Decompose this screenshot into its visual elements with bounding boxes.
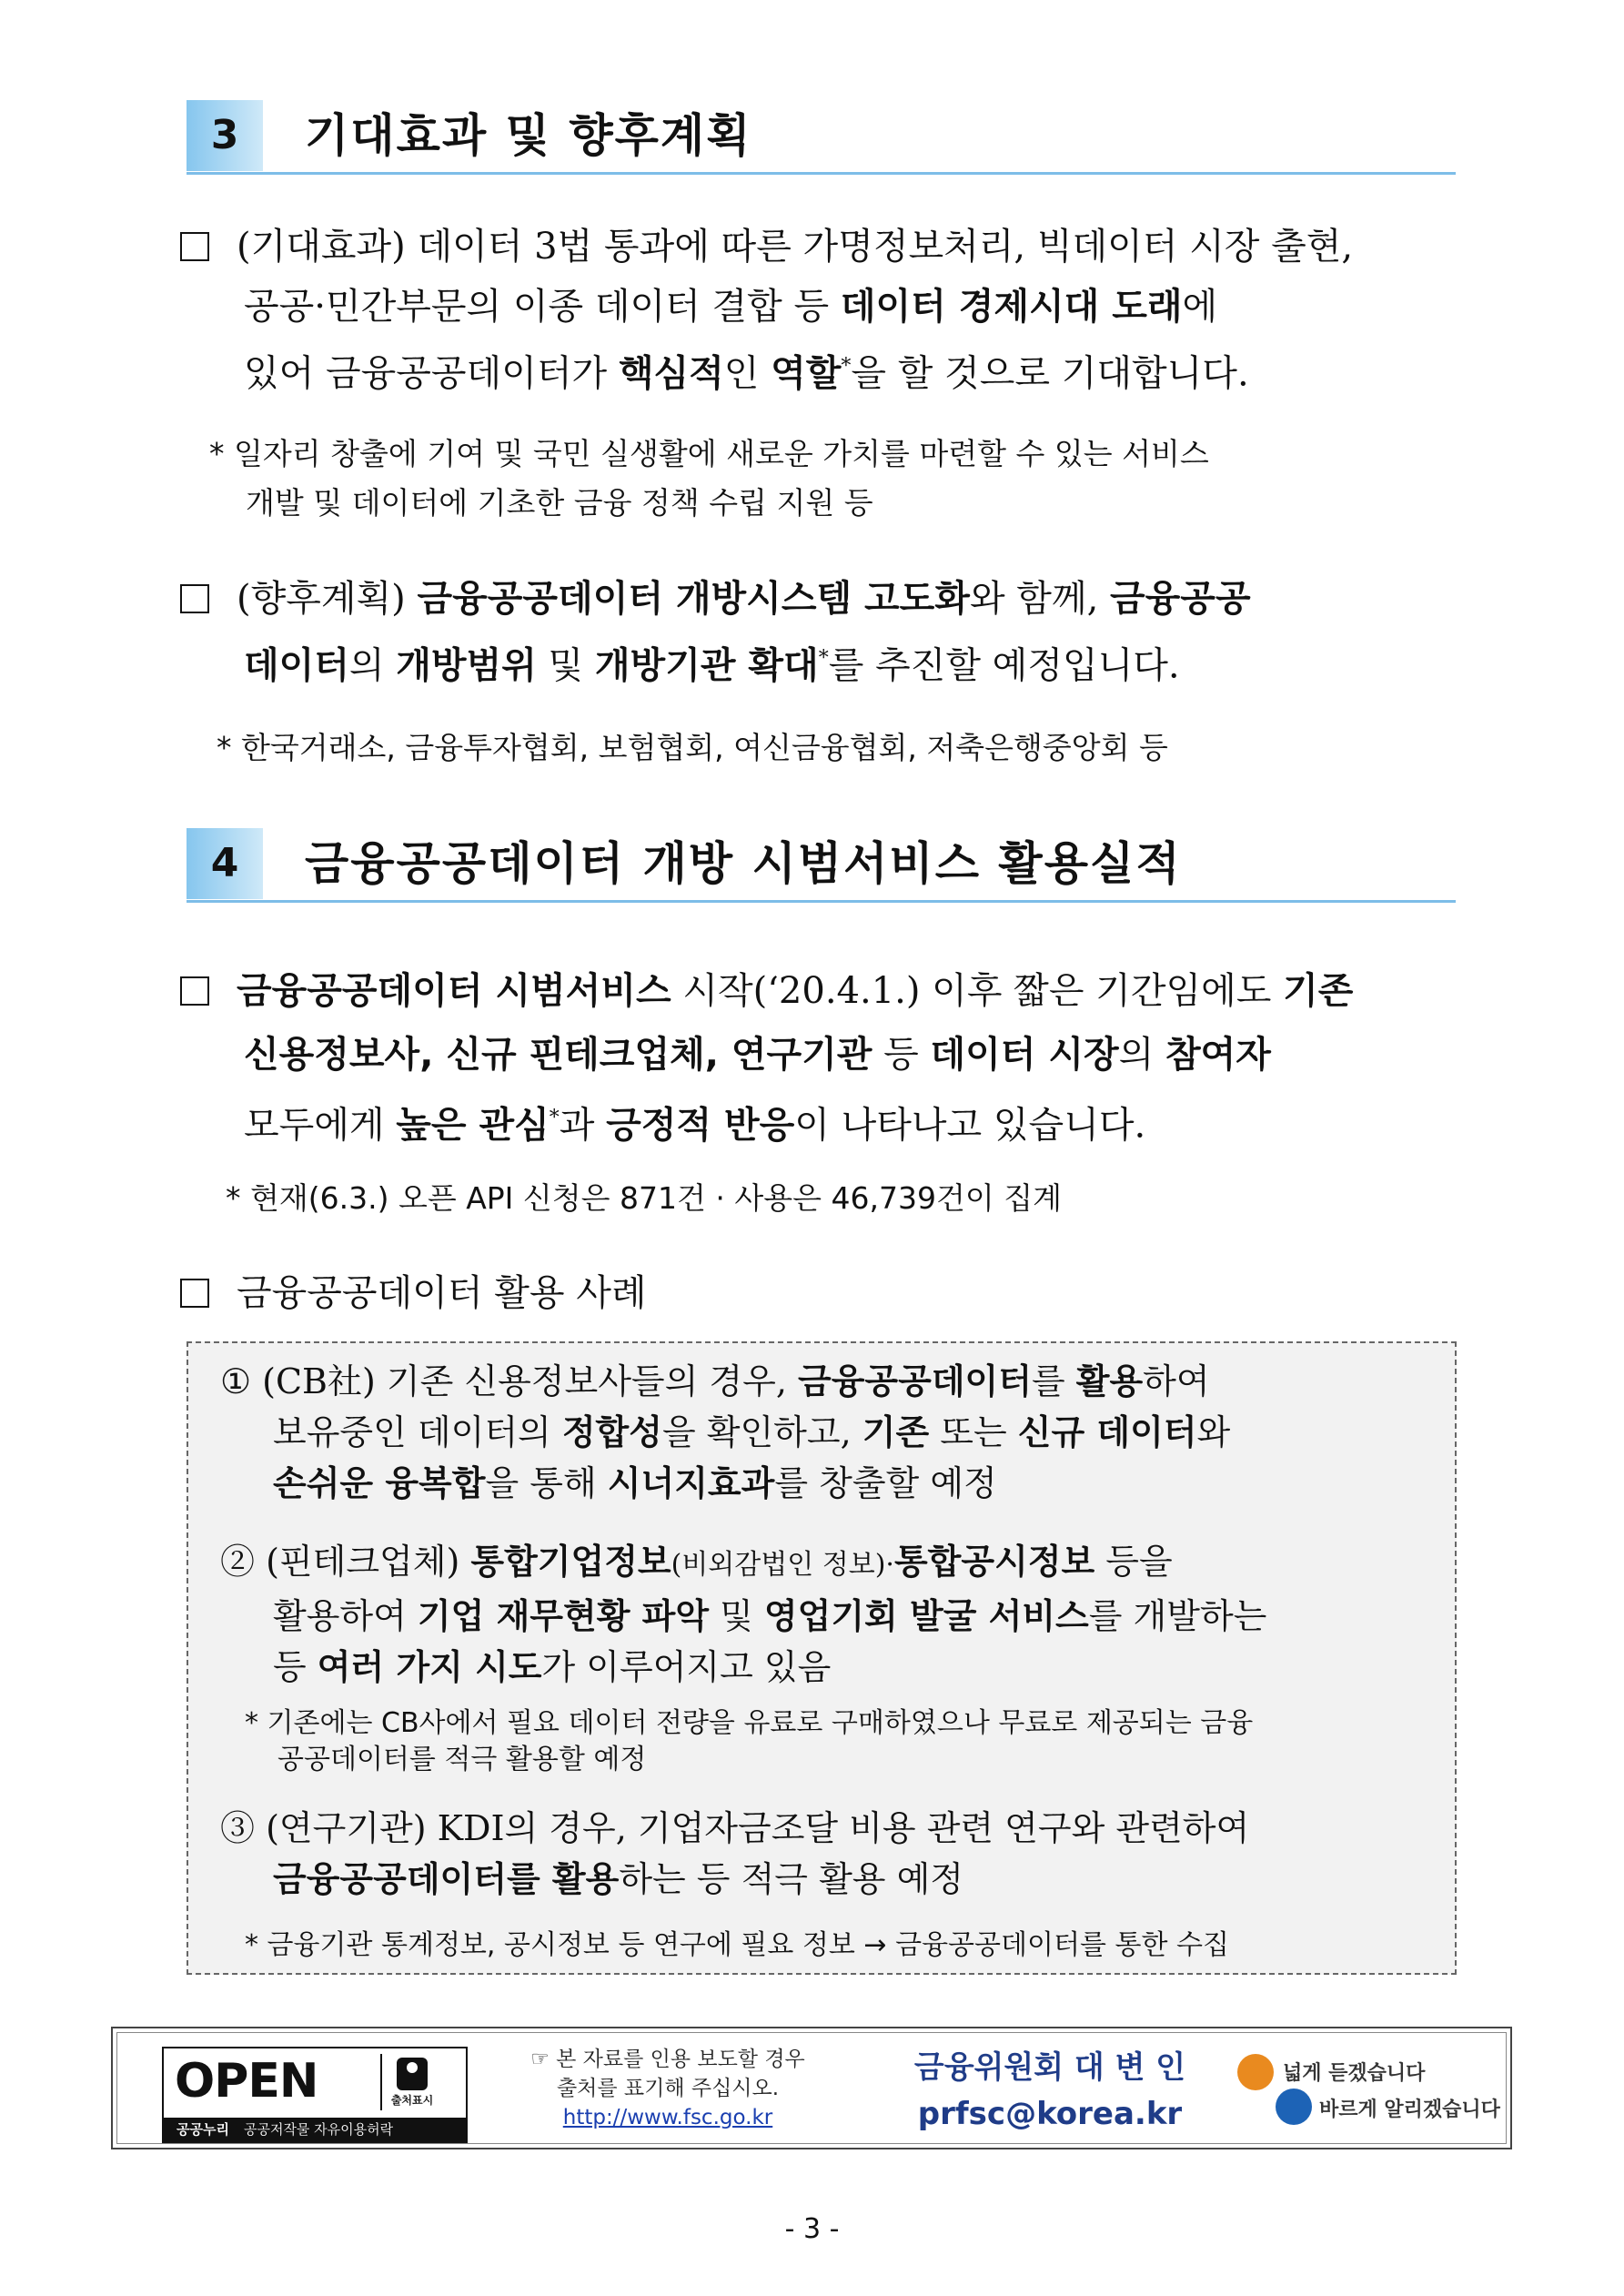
bold-text: 긍정적 반응 bbox=[606, 1104, 795, 1147]
case-2-note bbox=[245, 1705, 1253, 1778]
org-name: 금융위원회 대 변 인 bbox=[913, 2049, 1186, 2086]
section-rule bbox=[187, 900, 1456, 903]
section-number: 4 bbox=[187, 828, 263, 899]
text: 에 bbox=[1182, 286, 1218, 328]
text: 의 bbox=[348, 644, 397, 687]
bold-text: 금융공공데이터 시범서비스 bbox=[237, 970, 671, 1012]
section-title: 기대효과 및 향후계획 bbox=[305, 109, 752, 162]
bold-text: 데이터 시장 bbox=[930, 1034, 1119, 1076]
bold-text: 신용정보사, 신규 핀테크업체, 연구기관 bbox=[244, 1034, 873, 1076]
bold-text: 통합기업정보 bbox=[470, 1542, 671, 1582]
kogl-name: 공공누리 bbox=[177, 2121, 229, 2138]
expect-note bbox=[209, 430, 1456, 528]
case-1 bbox=[220, 1356, 1439, 1509]
bold-text: 참여자 bbox=[1165, 1034, 1271, 1076]
bold-text: 기업 재무현황 파악 bbox=[417, 1596, 710, 1636]
slogan-line: 넓게 듣겠습니다 bbox=[1283, 2062, 1426, 2085]
section-rule bbox=[187, 172, 1456, 175]
plan-note: * 한국거래소, 금융투자협회, 보험협회, 여신금융협회, 저축은행중앙회 등 bbox=[217, 730, 1168, 765]
pilot-note: * 현재(6.3.) 오픈 API 신청은 871건 · 사용은 46,739건이 집계 bbox=[226, 1180, 1062, 1216]
text: 등 bbox=[872, 1034, 931, 1076]
footer-box bbox=[111, 2027, 1512, 2149]
text: 이 나타나고 있습니다. bbox=[794, 1104, 1146, 1147]
case-3-note: * 금융기관 통계정보, 공시정보 등 연구에 필요 정보 → 금융공공데이터를 통한 수집 bbox=[245, 1929, 1229, 1961]
speaker-icon bbox=[1276, 2089, 1312, 2125]
person-icon bbox=[397, 2058, 428, 2090]
text: 을 확인하고, bbox=[661, 1412, 862, 1452]
note-text: * 기존에는 CB사에서 필요 데이터 전량을 유료로 구매하였으나 무료로 제공되는 금융 bbox=[245, 1707, 1254, 1739]
text: 를 bbox=[1031, 1361, 1076, 1401]
bold-text: 역할 bbox=[771, 352, 842, 395]
text: 시작(‘20.4.1.) 이후 짧은 기간임에도 bbox=[671, 970, 1284, 1012]
open-logo-text: OPEN bbox=[175, 2054, 318, 2109]
case-2 bbox=[220, 1536, 1439, 1693]
note-text: 공공데이터를 적극 활용할 예정 bbox=[277, 1744, 647, 1775]
bold-text: 개방기관 확대 bbox=[594, 644, 819, 687]
bold-text: 금융공공데이터 bbox=[797, 1361, 1032, 1401]
kogl-desc: 공공저작물 자유이용허락 bbox=[243, 2121, 394, 2138]
text: 금융공공데이터 활용 사례 bbox=[237, 1272, 647, 1314]
text: (향후계획) bbox=[237, 578, 418, 620]
text: 하는 등 적극 활용 예정 bbox=[619, 1859, 964, 1899]
text: 등을 bbox=[1094, 1542, 1173, 1582]
text: 활용하여 bbox=[273, 1596, 418, 1636]
kogl-open-license-logo bbox=[162, 2047, 468, 2143]
pilot-paragraph bbox=[180, 959, 1454, 1157]
bold-text: 정합성 bbox=[561, 1412, 662, 1452]
bold-text: 데이터 경제시대 도래 bbox=[840, 286, 1183, 328]
text: 을 할 것으로 기대합니다. bbox=[851, 352, 1249, 395]
note-text: 개발 및 데이터에 기초한 금융 정책 수립 지원 등 bbox=[246, 485, 873, 521]
text: (비외감법인 정보)· bbox=[671, 1549, 894, 1581]
email-link[interactable]: prfsc@korea.kr bbox=[917, 2096, 1183, 2132]
text: ① (CB社) 기존 신용정보사들의 경우, bbox=[220, 1361, 798, 1401]
bold-text: 데이터 bbox=[244, 644, 349, 687]
text: 공공·민간부문의 이종 데이터 결합 등 bbox=[244, 286, 841, 328]
section-title: 금융공공데이터 개방 시범서비스 활용실적 bbox=[305, 837, 1182, 890]
text: 가 이루어지고 있음 bbox=[541, 1647, 832, 1687]
attribution-icon bbox=[380, 2054, 440, 2110]
spokesperson-contact bbox=[895, 2045, 1205, 2138]
bold-text: 핵심적 bbox=[618, 352, 724, 395]
section-4-header bbox=[187, 828, 1456, 899]
bold-text: 기존 bbox=[1283, 970, 1354, 1012]
slogan-logo bbox=[1237, 2054, 1501, 2130]
text: 과 bbox=[559, 1104, 607, 1147]
bold-text: 개방범위 bbox=[396, 644, 537, 687]
bold-text: 기존 bbox=[862, 1412, 930, 1452]
use-cases-paragraph bbox=[180, 1263, 1454, 1323]
citation-notice bbox=[504, 2045, 832, 2132]
text: 하여 bbox=[1143, 1361, 1210, 1401]
text: ② (핀테크업체) bbox=[220, 1542, 471, 1582]
section-3-header bbox=[187, 100, 1456, 171]
text: 등 bbox=[273, 1647, 318, 1687]
text: 와 함께, bbox=[969, 578, 1111, 620]
expect-paragraph bbox=[180, 217, 1454, 403]
bold-text: 높은 관심 bbox=[396, 1104, 550, 1147]
case-3 bbox=[220, 1803, 1439, 1905]
bold-text: 여러 가지 시도 bbox=[317, 1647, 542, 1687]
text: 또는 bbox=[929, 1412, 1018, 1452]
checkbox-square-icon bbox=[180, 232, 209, 261]
checkbox-square-icon bbox=[180, 976, 209, 1006]
footnote-mark: * bbox=[818, 647, 829, 670]
use-cases-box bbox=[187, 1341, 1457, 1975]
attribution-label: 출처표시 bbox=[390, 2094, 434, 2107]
text: 와 bbox=[1196, 1412, 1231, 1452]
bold-text: 금융공공데이터 개방시스템 고도화 bbox=[417, 578, 970, 620]
bold-text: 시너지효과 bbox=[607, 1463, 775, 1503]
slogan-line: 바르게 알리겠습니다 bbox=[1319, 2099, 1500, 2121]
plan-paragraph bbox=[180, 569, 1454, 695]
section-number: 3 bbox=[187, 100, 263, 171]
notice-line: ☞ 본 자료를 인용 보도할 경우 bbox=[530, 2048, 805, 2071]
page-number: - 3 - bbox=[784, 2213, 840, 2245]
text: 의 bbox=[1118, 1034, 1165, 1076]
text: 를 개발하는 bbox=[1088, 1596, 1267, 1636]
text: 보유중인 데이터의 bbox=[273, 1412, 562, 1452]
text: 있어 금융공공데이터가 bbox=[244, 352, 619, 395]
kogl-bar bbox=[164, 2118, 466, 2141]
footnote-mark: * bbox=[841, 355, 852, 378]
notice-line: 출처를 표기해 주십시오. bbox=[556, 2077, 780, 2100]
bold-text: 금융공공데이터를 활용 bbox=[273, 1859, 620, 1899]
text: 및 bbox=[536, 644, 595, 687]
bold-text: 통합공시정보 bbox=[893, 1542, 1095, 1582]
text: 모두에게 bbox=[244, 1104, 397, 1147]
bold-text: 금융공공 bbox=[1110, 578, 1251, 620]
text: 및 bbox=[709, 1596, 764, 1636]
checkbox-square-icon bbox=[180, 1279, 209, 1308]
footnote-mark: * bbox=[549, 1107, 560, 1129]
text: 인 bbox=[723, 352, 772, 395]
bold-text: 신규 데이터 bbox=[1017, 1412, 1197, 1452]
checkbox-square-icon bbox=[180, 584, 209, 613]
text: (기대효과) 데이터 3법 통과에 따른 가명정보처리, 빅데이터 시장 출현, bbox=[237, 226, 1354, 268]
bold-text: 영업기회 발굴 서비스 bbox=[763, 1596, 1089, 1636]
note-text: * 일자리 창출에 기여 및 국민 실생활에 새로운 가치를 마련할 수 있는 서비스 bbox=[209, 436, 1209, 471]
text: 를 창출할 예정 bbox=[774, 1463, 997, 1503]
bold-text: 활용 bbox=[1075, 1361, 1144, 1401]
orange-circle-icon bbox=[1237, 2054, 1274, 2090]
text: 를 추진할 예정입니다. bbox=[828, 644, 1180, 687]
fsc-url-link[interactable]: http://www.fsc.go.kr bbox=[562, 2106, 773, 2129]
bold-text: 손쉬운 융복합 bbox=[273, 1463, 486, 1503]
text: 을 통해 bbox=[485, 1463, 608, 1503]
text: ③ (연구기관) KDI의 경우, 기업자금조달 비용 관련 연구와 관련하여 bbox=[220, 1808, 1250, 1848]
